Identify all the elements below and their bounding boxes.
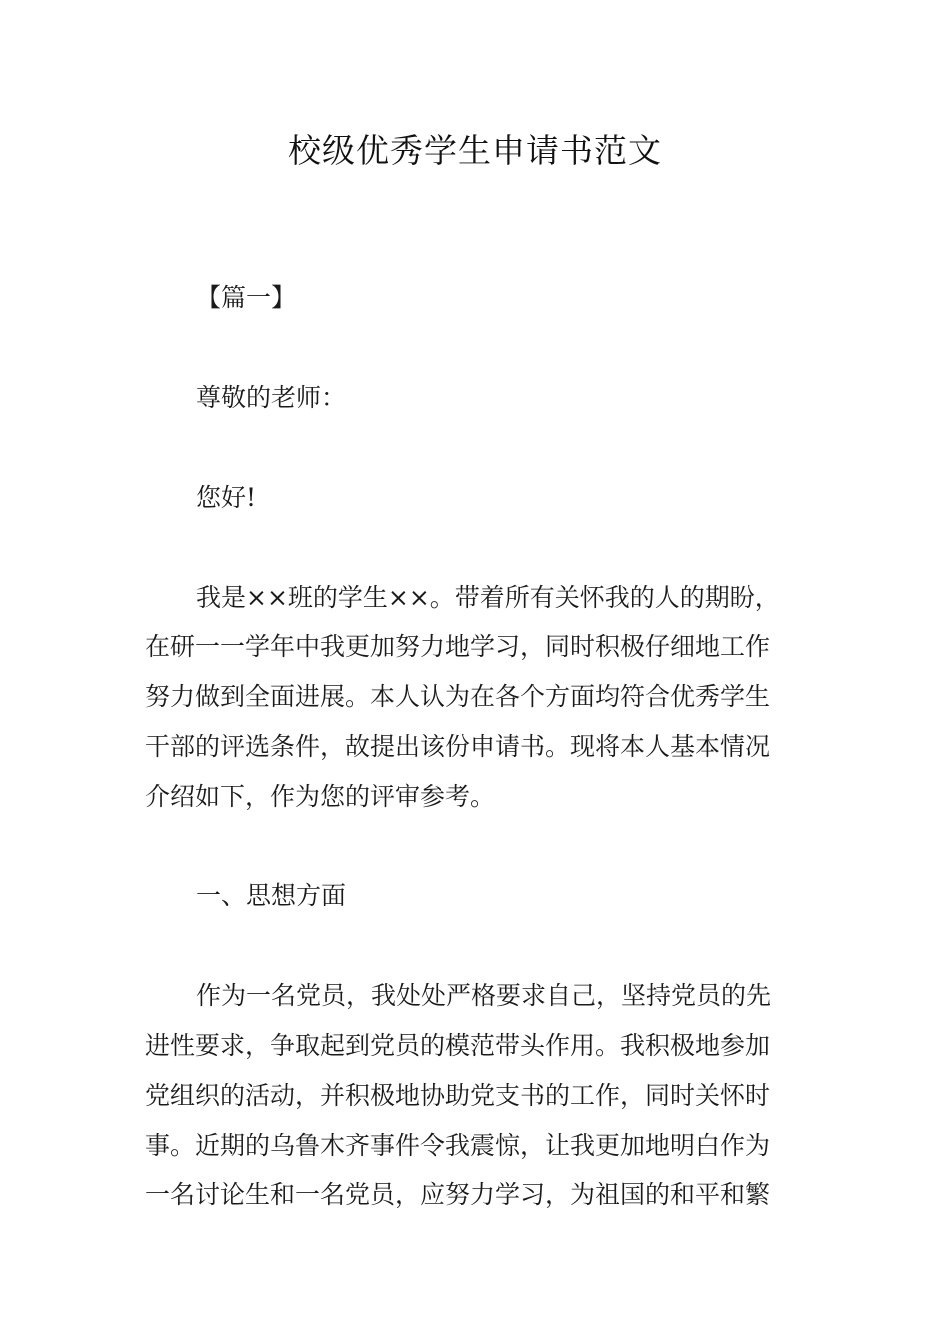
paragraph-line: 党组织的活动，并积极地协助党支书的工作，同时关怀时 (145, 1081, 771, 1110)
paragraph-line: 进性要求，争取起到党员的模范带头作用。我积极地参加 (145, 1031, 771, 1060)
paragraph-line: 我是××班的学生××。带着所有关怀我的人的期盼， (196, 583, 780, 612)
paragraph-line: 干部的评选条件，故提出该份申请书。现将本人基本情况 (145, 732, 771, 761)
paragraph-line: 事。近期的乌鲁木齐事件令我震惊，让我更加地明白作为 (145, 1131, 771, 1160)
document-title: 校级优秀学生申请书范文 (288, 131, 662, 170)
paragraph-line: 介绍如下，作为您的评审参考。 (145, 782, 496, 811)
paragraph-line: 在研一一学年中我更加努力地学习，同时积极仔细地工作 (145, 632, 771, 661)
paragraph-line: 一名讨论生和一名党员，应努力学习，为祖国的和平和繁 (145, 1180, 771, 1209)
salutation: 尊敬的老师： (196, 383, 347, 412)
greeting: 您好! (196, 483, 257, 512)
paragraph-line: 作为一名党员，我处处严格要求自己，坚持党员的先 (196, 981, 772, 1010)
section-label: 【篇一】 (196, 283, 297, 312)
paragraph-line: 努力做到全面进展。本人认为在各个方面均符合优秀学生 (145, 682, 771, 711)
section-heading: 一、思想方面 (196, 881, 347, 910)
